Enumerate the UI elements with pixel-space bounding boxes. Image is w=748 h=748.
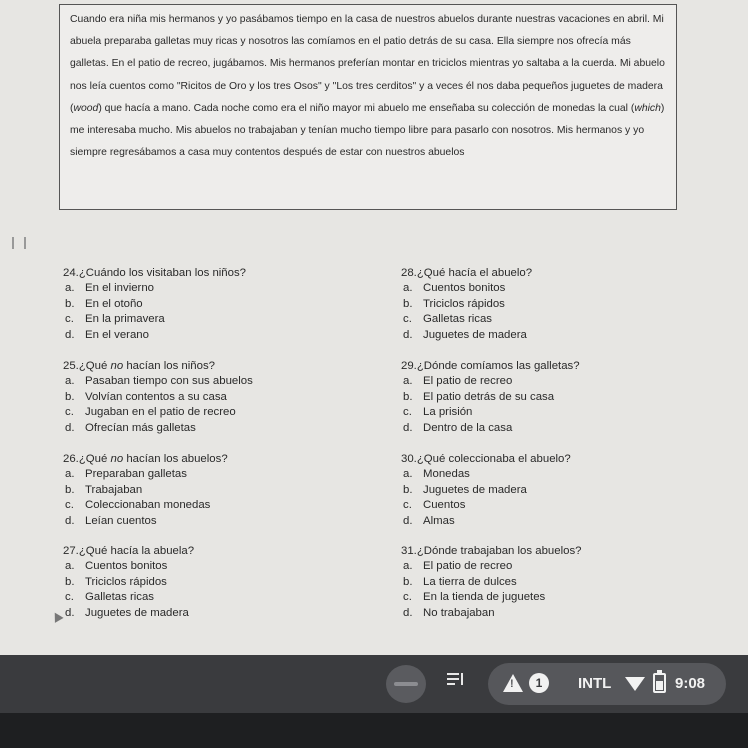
answer-option[interactable]: b. Volvían contentos a su casa: [65, 390, 227, 403]
answer-option[interactable]: d. Almas: [403, 514, 455, 527]
question-stem: 24.¿Cuándo los visitaban los niños?: [63, 267, 247, 279]
answer-option[interactable]: d. Dentro de la casa: [403, 421, 513, 434]
answer-option[interactable]: a. Pasaban tiempo con sus abuelos: [65, 375, 253, 388]
question-28: [401, 266, 532, 343]
answer-option[interactable]: d. En el verano: [65, 328, 149, 341]
screen-bezel: [0, 713, 748, 748]
answer-option[interactable]: d. No trabajaban: [403, 606, 495, 619]
answer-option[interactable]: b. El patio detrás de su casa: [403, 390, 555, 403]
answer-option[interactable]: c. Coleccionaban monedas: [65, 499, 211, 512]
question-stem: 31.¿Dónde trabajaban los abuelos?: [401, 545, 582, 557]
question-stem: 28.¿Qué hacía el abuelo?: [401, 267, 533, 279]
passage-text: ) me interesaba mucho. Mis abuelos no trabajaban y tenían mucho tiempo libre para pasarlo con nosotros. Mis hermanos y yo siempre regresábamos a casa muy contentos después de estar con nuestros abuelos: [70, 102, 665, 159]
clock[interactable]: 9:08: [675, 675, 706, 692]
question-stem: 26.¿Qué no hacían los abuelos?: [63, 453, 228, 465]
answer-option[interactable]: b. Triciclos rápidos: [65, 575, 167, 588]
question-25: [63, 359, 253, 436]
question-29: [401, 359, 580, 436]
answer-option[interactable]: a. Preparaban galletas: [65, 468, 187, 481]
answer-option[interactable]: a. Monedas: [403, 468, 470, 481]
answer-option[interactable]: d. Juguetes de madera: [403, 328, 527, 341]
passage-text: ) que hacía a mano. Cada noche como era el niño mayor mi abuelo me enseñaba su colección de monedas la cual (: [98, 102, 635, 114]
reading-passage: [59, 4, 677, 210]
question-stem: 29.¿Dónde comíamos las galletas?: [401, 360, 580, 372]
question-26: [63, 452, 228, 529]
answer-option[interactable]: a. En el invierno: [65, 282, 155, 295]
passage-gloss-wood: wood: [73, 102, 99, 114]
answer-option[interactable]: c. En la tienda de juguetes: [403, 591, 546, 604]
answer-option[interactable]: c. En la primavera: [65, 313, 165, 326]
input-method-indicator[interactable]: INTL: [578, 675, 612, 692]
answer-option[interactable]: a. Cuentos bonitos: [65, 560, 168, 573]
answer-option[interactable]: d. Juguetes de madera: [65, 606, 189, 619]
question-27: [63, 544, 194, 621]
answer-option[interactable]: c. Galletas ricas: [403, 313, 493, 326]
question-30: [401, 452, 571, 529]
question-stem: 25.¿Qué no hacían los niños?: [63, 360, 215, 372]
question-31: [401, 544, 582, 621]
answer-option[interactable]: d. Ofrecían más galletas: [65, 421, 196, 434]
warning-icon[interactable]: [503, 674, 523, 692]
launcher-icon[interactable]: [386, 665, 426, 703]
answer-option[interactable]: b. En el otoño: [65, 297, 143, 310]
answer-option[interactable]: a. El patio de recreo: [403, 375, 513, 388]
column-break-mark: [12, 237, 26, 249]
answer-option[interactable]: c. Cuentos: [403, 499, 466, 512]
answer-option[interactable]: b. Trabajaban: [65, 483, 143, 496]
answer-option[interactable]: b. Triciclos rápidos: [403, 297, 505, 310]
mouse-cursor-icon: [50, 610, 63, 623]
answer-option[interactable]: b. La tierra de dulces: [403, 575, 517, 588]
answer-option[interactable]: a. Cuentos bonitos: [403, 282, 506, 295]
wifi-icon[interactable]: [625, 677, 645, 691]
answer-option[interactable]: c. Jugaban en el patio de recreo: [65, 406, 236, 419]
passage-gloss-which: which: [634, 102, 661, 114]
answer-option[interactable]: c. Galletas ricas: [65, 591, 155, 604]
battery-icon[interactable]: [653, 673, 666, 693]
answer-option[interactable]: c. La prisión: [403, 406, 473, 419]
notes-app-icon[interactable]: [445, 670, 467, 690]
answer-option[interactable]: d. Leían cuentos: [65, 514, 157, 527]
notification-badge[interactable]: 1: [529, 673, 549, 693]
question-stem: 30.¿Qué coleccionaba el abuelo?: [401, 453, 571, 465]
answer-option[interactable]: b. Juguetes de madera: [403, 483, 527, 496]
answer-option[interactable]: a. El patio de recreo: [403, 560, 513, 573]
question-stem: 27.¿Qué hacía la abuela?: [63, 545, 195, 557]
question-24: [63, 266, 246, 343]
passage-text: Cuando era niña mis hermanos y yo pasábamos tiempo en la casa de nuestros abuelos durante nuestras vacaciones en abril. Mi abuela preparaba galletas muy ricas y nosotros las comíamos en el patio detrás de su casa. Ella siempre nos ofrecía más galletas. En el patio de recreo, jugábamos. Mis hermanos preferían montar en triciclos mientras yo saltaba a la cuerda. Mi abuelo nos leía cuentos como "Ricitos de Oro y los tres Osos" y "Los tres cerditos" y a veces él nos daba pequeños juguetes de madera (: [70, 14, 665, 114]
